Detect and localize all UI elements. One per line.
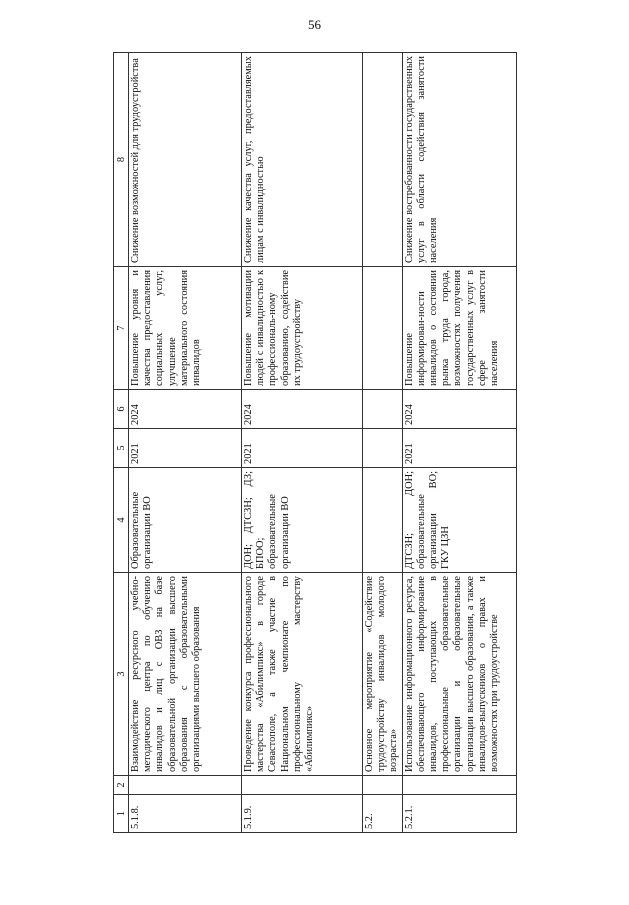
- end-year-cell: 2024: [242, 390, 363, 429]
- event-cell: Взаимодействие ресурсного учебно-методического центра по обучению инвалидов и лиц с ОВЗ на базе образовательной организации высшего образования с образовательными организациями высшего образования: [129, 573, 242, 776]
- executors-cell: ДТСЗН; ДОН; образовательные организации ВО; ГКУ ЦЗН: [402, 468, 516, 573]
- row-number: 5.2.: [363, 795, 403, 833]
- table-row: [129, 53, 242, 833]
- header-cell: 8: [114, 53, 129, 267]
- table-row: [402, 53, 516, 833]
- event-cell: Основное мероприятие «Содействие трудоустройству инвалидов молодого возраста»: [363, 573, 403, 776]
- row-number: 5.1.8.: [129, 795, 242, 833]
- event-cell: Использование информационного ресурса, обеспечивающего информирование инвалидов, поступающих в профессиональные образовательные организации и образовательные организации высшего образования, а также инвалидов-выпускников о правах и возможностях при трудоустройстве: [402, 573, 516, 776]
- start-year-cell: 2021: [242, 429, 363, 468]
- start-year-cell: 2021: [129, 429, 242, 468]
- risk-cell: Снижение возможностей для трудоустройства: [129, 53, 242, 267]
- result-cell: Повышение информирован-ности инвалидов о состоянии рынка труда города, возможностях получения государственных услуг в сфере занятости населения: [402, 267, 516, 390]
- header-cell: 5: [114, 429, 129, 468]
- end-year-cell: [363, 390, 403, 429]
- result-cell: Повышение мотивации людей с инвалидностью к профессиональ-ному образованию, содействие их трудоустройству: [242, 267, 363, 390]
- header-cell: 1: [114, 795, 129, 833]
- risk-cell: Снижение качества услуг, предоставляемых лицам с инвалидностью: [242, 53, 363, 267]
- header-cell: 7: [114, 267, 129, 390]
- end-year-cell: 2024: [402, 390, 516, 429]
- start-year-cell: 2021: [402, 429, 516, 468]
- start-year-cell: [363, 429, 403, 468]
- table-row: [363, 53, 403, 833]
- executors-cell: [363, 468, 403, 573]
- executors-cell: ДОН; ДТСЗН; ДЗ; БПОО; образовательные организации ВО: [242, 468, 363, 573]
- end-year-cell: 2024: [129, 390, 242, 429]
- event-cell: Проведение конкурса профессионального мастерства «Абилимпикс» в городе Севастополе, а также участие в Национальном чемпионате по профессиональному мастерству «Абилимпикс»: [242, 573, 363, 776]
- rotated-table-container: [113, 53, 512, 833]
- header-cell: 4: [114, 468, 129, 573]
- table-cell: [402, 776, 516, 795]
- header-cell: 2: [114, 776, 129, 795]
- header-cell: 3: [114, 573, 129, 776]
- result-cell: [363, 267, 403, 390]
- header-row: [114, 53, 129, 833]
- table-cell: [242, 776, 363, 795]
- measures-table: [113, 52, 517, 833]
- executors-cell: Образовательные организации ВО: [129, 468, 242, 573]
- row-number: 5.1.9.: [242, 795, 363, 833]
- table-cell: [363, 776, 403, 795]
- risk-cell: Снижение востребованности государственных услуг в области содействия занятости населения: [402, 53, 516, 267]
- header-cell: 6: [114, 390, 129, 429]
- result-cell: Повышение уровня и качества предоставления социальных услуг, улучшение материального состояния инвалидов: [129, 267, 242, 390]
- risk-cell: [363, 53, 403, 267]
- page-number: 56: [308, 17, 321, 32]
- row-number: 5.2.1.: [402, 795, 516, 833]
- table-row: [242, 53, 363, 833]
- table-cell: [129, 776, 242, 795]
